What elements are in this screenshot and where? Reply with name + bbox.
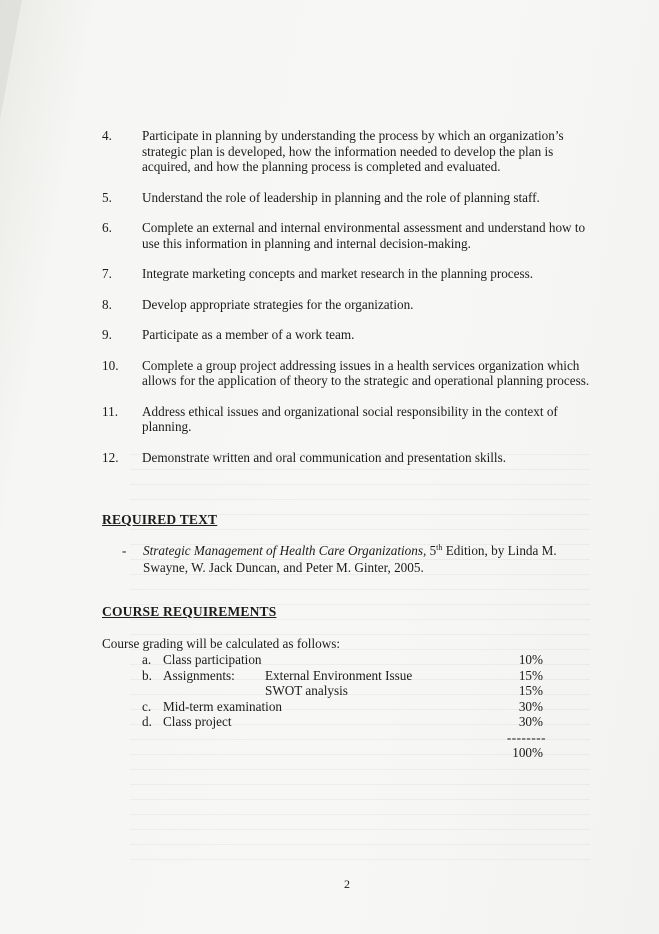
objective-item <box>102 220 592 251</box>
edition-suffix: th <box>436 543 443 552</box>
grading-percent: 15% <box>518 683 543 698</box>
grading-label: Class project <box>163 714 232 729</box>
grading-row <box>102 683 552 699</box>
grading-sublabel: External Environment Issue <box>265 667 413 683</box>
grading-letter: d. <box>142 714 152 729</box>
grading-intro: Course grading will be calculated as follows: <box>102 636 341 651</box>
objective-number: 12. <box>102 449 119 465</box>
grading-total-row <box>102 745 552 761</box>
objective-text: Integrate marketing concepts and market research in the planning process. <box>142 266 534 281</box>
grading-sublabel: SWOT analysis <box>265 683 348 698</box>
objective-item <box>102 327 592 343</box>
objective-number: 9. <box>102 327 112 342</box>
objective-number: 7. <box>102 266 112 281</box>
objective-text: Understand the role of leadership in planning and the role of planning staff. <box>142 189 540 205</box>
grading-percent: 10% <box>518 652 543 667</box>
grading-divider-row <box>102 730 552 746</box>
grading-row <box>102 668 552 684</box>
grading-row <box>102 699 552 715</box>
objective-text: Develop appropriate strategies for the organization. <box>142 296 414 312</box>
objective-item <box>102 190 592 206</box>
textbook-citation <box>122 542 582 576</box>
objective-number: 6. <box>102 220 112 235</box>
objective-text: Participate as a member of a work team. <box>142 327 355 342</box>
list-dash: - <box>122 543 127 558</box>
objective-number: 11. <box>102 403 118 419</box>
objective-number: 8. <box>102 296 112 312</box>
objectives-list <box>102 128 592 480</box>
required-text-heading: REQUIRED TEXT <box>102 512 218 527</box>
objective-item <box>102 266 592 282</box>
grading-letter: a. <box>142 652 152 667</box>
grading-label: Mid-term examination <box>163 698 283 714</box>
objective-item <box>102 297 592 313</box>
objective-text: Complete a group project addressing issues in a health services organization which allows for the application of theory to the strategic and operational planning process. <box>142 357 590 388</box>
objective-item <box>102 404 592 435</box>
objective-number: 10. <box>102 357 119 373</box>
grading-letter: c. <box>142 698 152 714</box>
grading-row <box>102 714 552 730</box>
page-fold-shadow <box>0 0 22 120</box>
objective-text: Participate in planning by understanding the process by which an organization’s strategic plan is developed, how the information needed to develop the plan is acquired, and how the planning process is completed and evaluated. <box>142 128 564 174</box>
objective-text: Demonstrate written and oral communication and presentation skills. <box>142 449 507 465</box>
grading-percent: 15% <box>518 667 543 683</box>
page-number: 2 <box>344 877 350 891</box>
citation-text <box>143 542 582 576</box>
grading-label: Assignments: <box>163 667 235 683</box>
grading-row <box>102 652 552 668</box>
grading-label: Class participation <box>163 652 262 667</box>
objective-item <box>102 358 592 389</box>
objective-number: 5. <box>102 189 112 205</box>
grading-breakdown <box>102 636 552 761</box>
grading-total: 100% <box>512 745 543 760</box>
citation-rest: Edition, by Linda M. Swayne, W. Jack Duncan, and Peter M. Ginter, 2005. <box>143 543 557 575</box>
total-divider: -------- <box>506 729 546 745</box>
course-requirements-heading: COURSE REQUIREMENTS <box>102 604 277 619</box>
grading-percent: 30% <box>518 714 543 729</box>
grading-letter: b. <box>142 667 152 683</box>
objective-text: Complete an external and internal environmental assessment and understand how to use this information in planning and internal decision-making. <box>142 220 586 251</box>
edition-number: 5 <box>429 543 437 558</box>
objective-number: 4. <box>102 128 112 143</box>
objective-item <box>102 450 592 466</box>
objective-text: Address ethical issues and organizational social responsibility in the context of planning. <box>142 403 558 434</box>
objective-item <box>102 128 592 175</box>
book-title: Strategic Management of Health Care Organizations, <box>143 543 427 558</box>
grading-percent: 30% <box>518 698 543 714</box>
